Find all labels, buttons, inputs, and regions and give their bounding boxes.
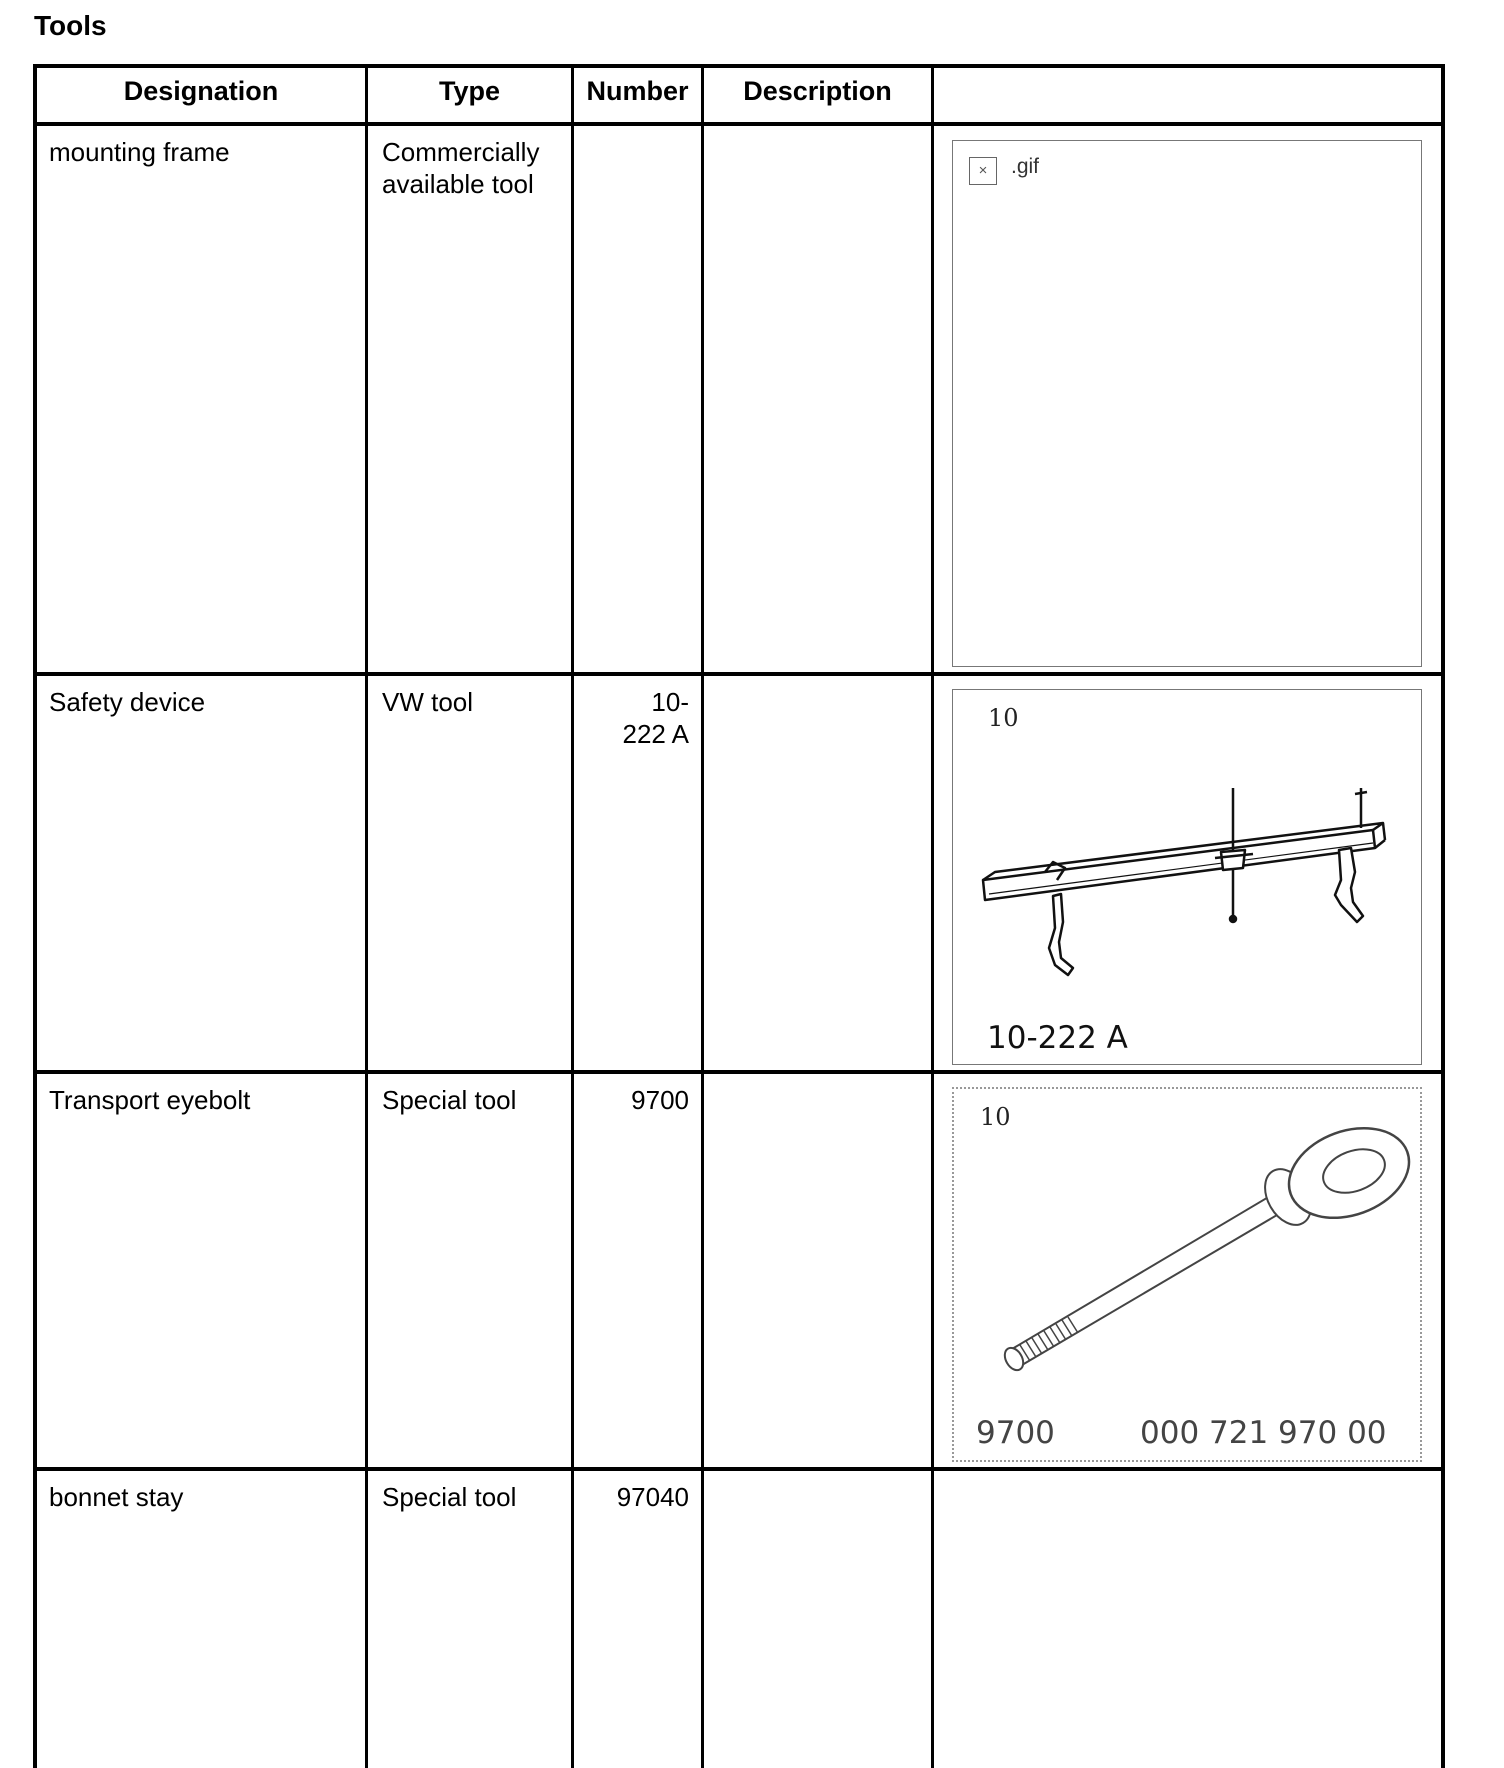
figure-number: 10: [988, 704, 1019, 732]
figure-caption-number: 9700: [976, 1415, 1055, 1451]
header-type: Type: [438, 76, 500, 106]
cell-number: 10- 222 A: [622, 687, 689, 749]
cell-designation: Transport eyebolt: [49, 1085, 251, 1115]
cell-designation: mounting frame: [49, 137, 230, 167]
figure-number: 10: [980, 1103, 1011, 1131]
row-divider: [37, 1467, 1441, 1471]
row-divider: [37, 122, 1441, 126]
column-divider: [365, 68, 368, 1768]
column-divider: [571, 68, 574, 1768]
row-divider: [37, 1070, 1441, 1074]
cell-type: Special tool: [382, 1085, 517, 1115]
header-description: Description: [743, 76, 892, 106]
cell-number: 97040: [616, 1482, 689, 1512]
figure-caption: 10-222 A: [987, 1020, 1128, 1056]
safety-device-drawing: [953, 690, 1423, 1066]
figure-caption-part-number: 000 721 970 00: [1140, 1415, 1387, 1451]
cell-type: Special tool: [382, 1482, 517, 1512]
row-divider: [37, 672, 1441, 676]
cell-designation: Safety device: [49, 687, 206, 717]
image-filename: .gif: [1011, 155, 1040, 178]
cell-designation: bonnet stay: [49, 1482, 184, 1512]
eyebolt-figure: [952, 1087, 1422, 1462]
broken-image-icon: ×: [969, 157, 997, 185]
cell-number: 9700: [631, 1085, 689, 1115]
header-number: Number: [586, 76, 689, 106]
safety-device-figure: [952, 689, 1422, 1065]
eyebolt-drawing: [954, 1089, 1424, 1464]
column-divider: [701, 68, 704, 1768]
column-divider: [931, 68, 934, 1768]
cell-type: VW tool: [382, 687, 474, 717]
broken-image: [952, 140, 1422, 667]
tools-table: [33, 64, 1445, 1768]
cell-type: Commercially available tool: [382, 137, 540, 199]
header-designation: Designation: [123, 76, 279, 106]
page-title: Tools: [34, 10, 107, 41]
